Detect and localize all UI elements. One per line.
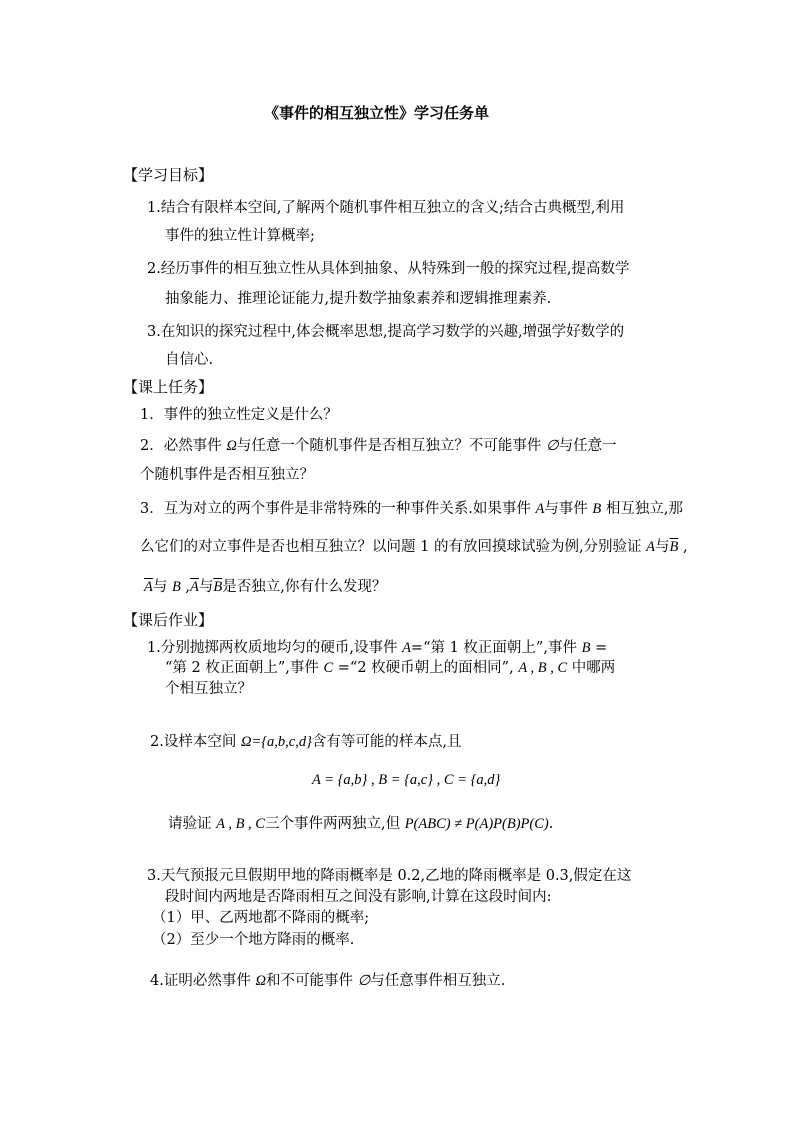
sample-space: Ω={a,b,c,d} xyxy=(240,734,312,750)
homework-3-line-2: 段时间内两地是否降雨相互之间没有影响,计算在这段时间内: xyxy=(165,889,552,905)
class-question-3-line-1: 3．互为对立的两个事件是非常特殊的一种事件关系.如果事件 A与事件 B 相互独立,那 xyxy=(140,501,683,517)
class-tasks-heading: 【课上任务】 xyxy=(123,378,214,396)
homework-3-line-1: 3.天气预报元旦假期甲地的降雨概率是 0.2,乙地的降雨概率是 0.3,假定在这 xyxy=(147,868,632,884)
homework-1-line-1: 1.分别抛掷两枚质地均匀的硬币,设事件 A=“第 1 枚正面朝上”,事件 B = xyxy=(147,640,608,656)
homework-2-line-1: 2.设样本空间 Ω={a,b,c,d}含有等可能的样本点,且 xyxy=(150,734,462,750)
class-question-1: 1．事件的独立性定义是什么？ xyxy=(140,407,338,423)
objective-1-line-1: 1.结合有限样本空间,了解两个随机事件相互独立的含义;结合古典概型,利用 xyxy=(147,200,625,216)
homework-1-line-2: “第 2 枚正面朝上”,事件 C =“2 枚硬币朝上的面相同”, A , B , C 中哪两 xyxy=(165,660,616,676)
homework-3-sub-1: （1）甲、乙两地都不降雨的概率; xyxy=(152,910,370,926)
homework-1-line-3: 个相互独立？ xyxy=(165,681,252,697)
document-title: 《事件的相互独立性》学习任务单 xyxy=(264,104,490,122)
class-question-2-line-1: 2．必然事件 Ω与任意一个随机事件是否相互独立？不可能事件 ∅与任意一 xyxy=(140,438,617,454)
homework-2-formula: A = {a,b} , B = {a,c} , C = {a,d} xyxy=(312,772,501,788)
empty-set-symbol: ∅ xyxy=(545,438,559,454)
class-question-3-line-2: 么它们的对立事件是否也相互独立？以问题 1 的有放回摸球试验为例,分别验证 A与$\overline{B}$ , xyxy=(140,539,688,555)
objective-1-line-2: 事件的独立性计算概率; xyxy=(165,228,315,244)
objective-3-line-2: 自信心. xyxy=(165,352,214,368)
empty-set-symbol: ∅ xyxy=(357,973,371,989)
homework-2-verify: 请验证 A , B , C三个事件两两独立,但 P(ABC) ≠ P(A)P(B)P(C). xyxy=(168,816,554,832)
homework-heading: 【课后作业】 xyxy=(123,611,214,629)
objective-2-line-2: 抽象能力、推理论证能力,提升数学抽象素养和逻辑推理素养. xyxy=(165,291,552,307)
omega-symbol: Ω xyxy=(226,438,237,454)
objective-2-line-1: 2.经历事件的相互独立性从具体到抽象、从特殊到一般的探究过程,提高数学 xyxy=(147,261,630,277)
objective-3-line-1: 3.在知识的探究过程中,体会概率思想,提高学习数学的兴趣,增强学好数学的 xyxy=(147,324,625,340)
class-question-2-line-2: 个随机事件是否相互独立？ xyxy=(140,467,314,483)
omega-symbol: Ω xyxy=(255,973,266,989)
homework-4: 4.证明必然事件 Ω和不可能事件 ∅与任意事件相互独立. xyxy=(150,973,506,989)
homework-3-sub-2: （2）至少一个地方降雨的概率. xyxy=(152,932,355,948)
class-question-3-line-3: $\overline{A}$与 B $,\overline{A}$与$\overline{B}$是否独立,你有什么发现？ xyxy=(144,579,387,595)
objectives-heading: 【学习目标】 xyxy=(123,166,214,184)
